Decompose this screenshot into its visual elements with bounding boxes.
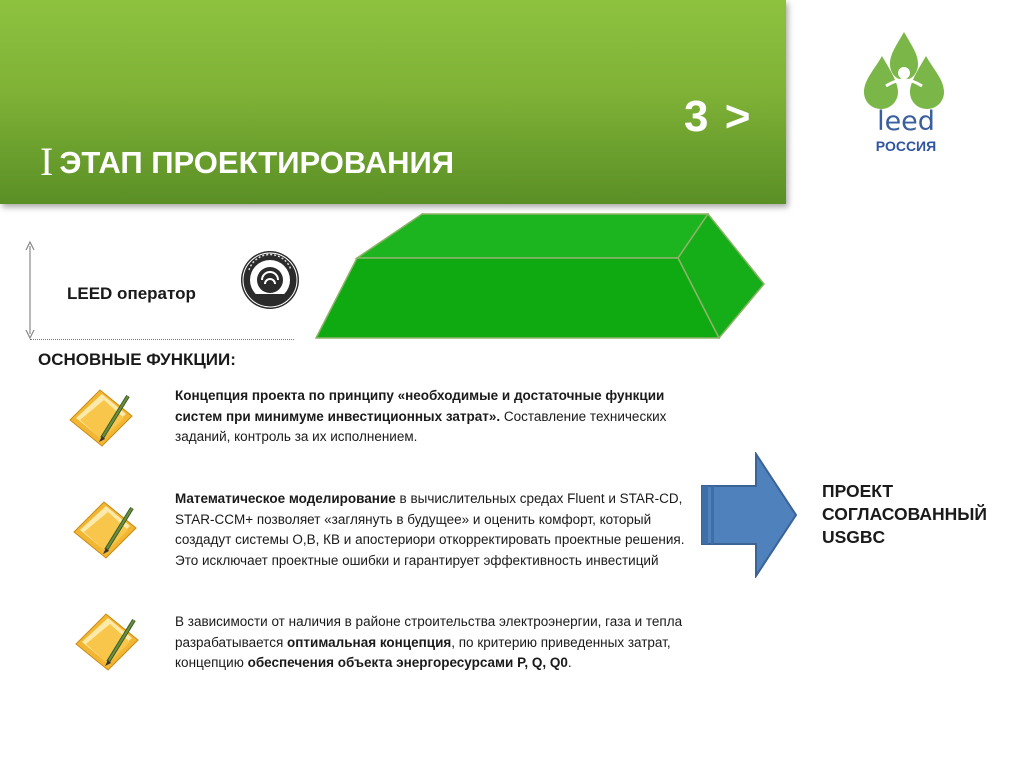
outcome-line-2: СОГЛАСОВАННЫЙ bbox=[822, 504, 987, 524]
outcome-line-1: ПРОЕКТ bbox=[822, 481, 894, 501]
folder-pencil-icon bbox=[66, 382, 138, 452]
function-item-3-bold-b: обеспечения объекта энергоресурсами P, Q, Q0 bbox=[247, 655, 568, 670]
folder-pencil-icon bbox=[72, 606, 144, 676]
logo-leed-text: leed bbox=[877, 106, 935, 137]
folder-pencil-icon bbox=[70, 494, 142, 564]
page-title bbox=[40, 138, 454, 185]
title-roman-numeral: I bbox=[40, 139, 54, 184]
function-item-2-bold: Математическое моделирование bbox=[175, 491, 396, 506]
green-prism-shape bbox=[312, 212, 768, 344]
function-item-3-bold-a: оптимальная концепция bbox=[287, 634, 452, 650]
right-arrow-icon bbox=[700, 452, 798, 578]
function-item-3-normal-a: В зависимости от наличия в районе строительства электроэнергии, газа и тепла разрабатывается bbox=[175, 614, 683, 650]
title-text: ЭТАП ПРОЕКТИРОВАНИЯ bbox=[59, 145, 455, 180]
usgbc-member-badge bbox=[240, 250, 300, 310]
vertical-double-arrow-icon bbox=[20, 240, 40, 340]
function-item-3-text bbox=[175, 612, 695, 674]
logo-russia-text: РОССИЯ bbox=[875, 138, 937, 154]
function-item-1-text bbox=[175, 386, 695, 448]
outcome-text bbox=[822, 480, 1022, 549]
functions-title: ОСНОВНЫЕ ФУНКЦИИ: bbox=[38, 350, 236, 369]
function-item-3-normal-c: . bbox=[567, 655, 572, 670]
slide-number[interactable]: 3 > bbox=[684, 92, 753, 141]
outcome-line-3: USGBC bbox=[822, 527, 886, 547]
function-item-1-normal: Составление технических заданий, контроль за их исполнением. bbox=[175, 408, 667, 444]
function-item-2-text bbox=[175, 489, 695, 571]
function-item-1-bold: Концепция проекта по принципу «необходимые и достаточные функции систем при минимуме инвестиционных затрат». bbox=[175, 388, 665, 424]
function-item-2-normal: в вычислительных средах Fluent и STAR-CD, STAR-CCM+ позволяет «заглянуть в будущее» и оценить комфорт, который создадут системы О,В, КВ и апостериори откорректировать проектные решения. Это исключает проектные ошибки и гарантирует эффективность инвестиций bbox=[175, 491, 685, 568]
dotted-divider bbox=[30, 339, 294, 340]
leed-operator-label: LEED оператор bbox=[67, 284, 196, 303]
function-item-3-normal-b: , по критерию приведенных затрат, концепцию bbox=[175, 634, 671, 670]
